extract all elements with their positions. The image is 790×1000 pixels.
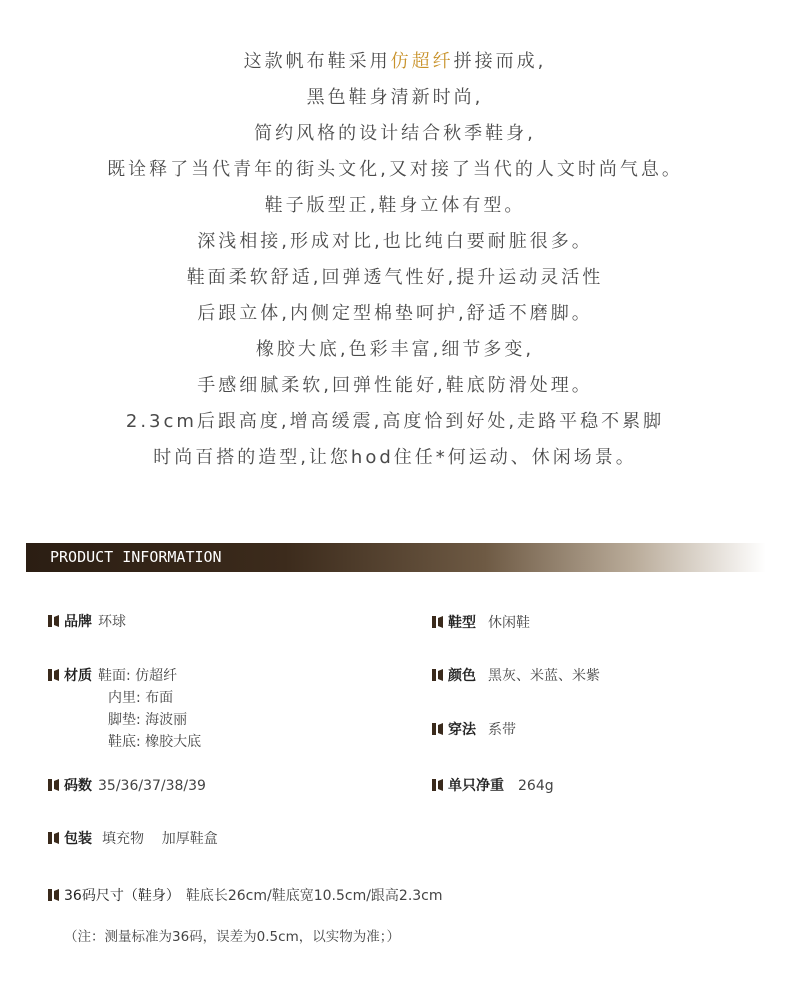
bracket-mark-icon <box>48 832 60 844</box>
bracket-mark-icon <box>48 669 60 681</box>
spec-label: 单只净重 <box>448 778 504 794</box>
material-row: 脚垫: 海波丽 <box>108 712 188 728</box>
spec-weight <box>432 775 554 795</box>
description-line: 手感细腻柔软,回弹性能好,鞋底防滑处理。 <box>197 375 593 396</box>
spec-value: 35/36/37/38/39 <box>98 778 206 794</box>
spec-size36 <box>48 885 443 905</box>
spec-label: 码数 <box>64 778 92 794</box>
description-line: 鞋子版型正,鞋身立体有型。 <box>264 195 526 216</box>
bracket-mark-icon <box>432 616 444 628</box>
bracket-mark-icon <box>48 779 60 791</box>
description-line: 既诠释了当代青年的街头文化,又对接了当代的人文时尚气息。 <box>107 159 683 180</box>
spec-label: 品牌 <box>64 614 92 630</box>
spec-wear <box>432 719 516 739</box>
spec-value: 休闲鞋 <box>488 615 530 631</box>
spec-package <box>48 828 218 848</box>
description-line: 橡胶大底,色彩丰富,细节多变, <box>255 339 535 360</box>
material-row: 鞋底: 橡胶大底 <box>108 734 202 750</box>
spec-value: 填充物 加厚鞋盒 <box>102 831 218 847</box>
spec-label: 36码尺寸（鞋身） <box>64 888 180 904</box>
bracket-mark-icon <box>432 669 444 681</box>
spec-value: 环球 <box>98 614 126 630</box>
description-line: 简约风格的设计结合秋季鞋身, <box>254 123 536 144</box>
spec-value: 鞋面: 仿超纤 <box>98 668 178 684</box>
description-line <box>0 44 790 80</box>
spec-type <box>432 612 530 632</box>
spec-value: 系带 <box>488 722 516 738</box>
spec-label: 穿法 <box>448 722 476 738</box>
measurement-note: （注：测量标准为36码，误差为0.5cm，以实物为准；） <box>64 929 400 945</box>
spec-brand <box>48 611 126 631</box>
spec-sizes <box>48 775 206 795</box>
description-line: 后跟立体,内侧定型棉垫呵护,舒适不磨脚。 <box>197 303 593 324</box>
bracket-mark-icon <box>432 779 444 791</box>
spec-label: 颜色 <box>448 668 476 684</box>
bracket-mark-icon <box>48 889 60 901</box>
banner-title: PRODUCT INFORMATION <box>50 548 222 566</box>
description-line: 黑色鞋身清新时尚, <box>306 87 484 108</box>
product-info-banner <box>26 543 766 572</box>
spec-material <box>48 665 177 685</box>
material-row: 内里: 布面 <box>108 690 174 706</box>
spec-value: 鞋底长26cm/鞋底宽10.5cm/跟高2.3cm <box>185 888 443 904</box>
spec-value: 264g <box>518 778 554 794</box>
description-line: 鞋面柔软舒适,回弹透气性好,提升运动灵活性 <box>186 267 604 288</box>
bracket-mark-icon <box>48 615 60 627</box>
highlight-text: 仿超纤 <box>390 51 454 72</box>
description-line: 深浅相接,形成对比,也比纯白要耐脏很多。 <box>197 231 593 252</box>
spec-value: 黑灰、米蓝、米紫 <box>488 668 600 684</box>
description-text: 这款帆布鞋采用 <box>243 51 391 72</box>
spec-label: 包装 <box>64 831 92 847</box>
description-block <box>0 44 790 476</box>
spec-label: 材质 <box>64 668 92 684</box>
description-line: 2.3cm后跟高度,增高缓震,高度恰到好处,走路平稳不累脚 <box>125 411 665 432</box>
spec-color <box>432 665 600 685</box>
bracket-mark-icon <box>432 723 444 735</box>
spec-label: 鞋型 <box>448 615 476 631</box>
description-line: 时尚百搭的造型,让您hod住任*何运动、休闲场景。 <box>153 447 637 468</box>
description-text: 拼接而成, <box>453 51 547 72</box>
